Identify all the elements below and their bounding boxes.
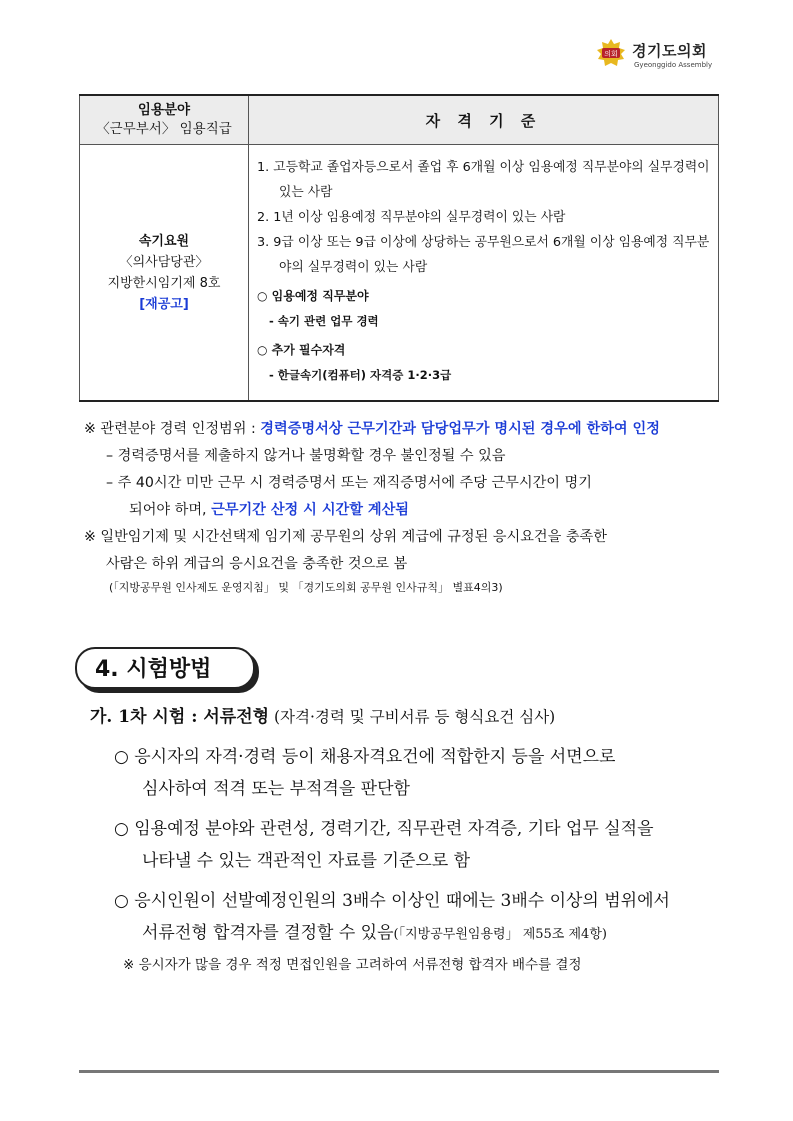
- paragraph-3-line2: [90, 917, 730, 951]
- exam-method-body: [90, 701, 730, 951]
- paragraph-3-line2-text: 서류전형 합격자를 결정할 수 있음: [142, 923, 394, 943]
- criteria-item-1: 1. 고등학교 졸업자등으로서 졸업 후 6개월 이상 임용예정 직무분야의 실무경력이 있는 사람: [257, 160, 710, 200]
- criteria-column-header: 자 격 기 준: [249, 95, 719, 145]
- criteria-item-3: 3. 9급 이상 또는 9급 이상에 상당하는 공무원으로서 6개월 이상 임용예정 직무분야의 실무경력이 있는 사람: [257, 235, 710, 275]
- col1-header-title: 임용분야: [137, 102, 191, 118]
- table-row: [80, 145, 719, 402]
- paragraph-3: [90, 885, 730, 951]
- paragraph-2-line2: 나타낼 수 있는 객관적인 자료를 기준으로 함: [142, 851, 471, 871]
- assembly-logo: [596, 36, 721, 76]
- note-career-scope-prefix: ※ 관련분야 경력 인정범위 :: [84, 421, 261, 437]
- table-header-row: [80, 95, 719, 145]
- criteria-cell: [249, 145, 719, 402]
- note-part-time-line1: – 주 40시간 미만 근무 시 경력증명서 또는 재직증명서에 주당 근무시간이 명기: [106, 475, 592, 491]
- note-certificate: – 경력증명서를 제출하지 않거나 불명확할 경우 불인정될 수 있음: [106, 448, 506, 464]
- note-career-scope-highlight: 경력증명서상 근무기간과 담당업무가 명시된 경우에 한하여 인정: [260, 421, 660, 437]
- notes-block: [84, 416, 724, 598]
- note-fixed-term-line2: 사람은 하위 계급의 응시요건을 충족한 것으로 봄: [106, 556, 408, 572]
- col1-header-subtitle: 〈근무부서〉 임용직급: [96, 121, 232, 137]
- job-field-item: - 속기 관련 업무 경력: [269, 314, 379, 328]
- first-exam-heading: [90, 701, 730, 733]
- logo-english-name: Gyeonggido Assembly: [634, 61, 713, 69]
- note-part-time-prefix: 되어야 하며,: [129, 502, 212, 518]
- section-title: 4. 시험방법: [95, 657, 212, 682]
- qualification-table: [79, 94, 719, 402]
- first-exam-heading-bold: 가. 1차 시험 : 서류전형: [90, 707, 270, 727]
- applicant-count-note: ※ 응시자가 많을 경우 적정 면접인원을 고려하여 서류전형 합격자 배수를 결정: [123, 957, 582, 973]
- extra-qualification-heading: ○ 추가 필수자격: [257, 343, 346, 357]
- assembly-seal-icon: [596, 38, 626, 68]
- paragraph-2: [90, 813, 730, 877]
- paragraph-2-line1: ○ 임용예정 분야와 관련성, 경력기간, 직무관련 자격증, 기타 업무 실적을: [114, 819, 654, 839]
- section-title-tab: [75, 647, 255, 689]
- seal-text: 의회: [604, 50, 618, 58]
- note-part-time-highlight: 근무기간 산정 시 시간할 계산됨: [211, 502, 409, 518]
- footer-divider: [79, 1070, 719, 1073]
- position-grade: 지방한시임기제 8호: [107, 275, 221, 291]
- note-fixed-term-line1: ※ 일반임기제 및 시간선택제 임기제 공무원의 상위 계급에 규정된 응시요건을 충족한: [84, 529, 607, 545]
- paragraph-1-line1: ○ 응시자의 자격·경력 등이 채용자격요건에 적합한지 등을 서면으로: [114, 747, 616, 767]
- position-title: 속기요원: [138, 233, 190, 249]
- first-exam-heading-detail: (자격·경력 및 구비서류 등 형식요건 심사): [269, 708, 556, 726]
- note-reference: (「지방공무원 인사제도 운영지침」 및 「경기도의회 공무원 인사규칙」 별표4의3): [109, 581, 503, 594]
- paragraph-3-line1: ○ 응시인원이 선발예정인원의 3배수 이상인 때에는 3배수 이상의 범위에서: [114, 891, 670, 911]
- repost-label: [재공고]: [139, 296, 189, 312]
- position-department: 〈의사담당관〉: [119, 254, 209, 270]
- paragraph-3-reference: (「지방공무원임용령」 제55조 제4항): [393, 927, 607, 942]
- position-cell: [80, 145, 249, 402]
- paragraph-1-line2: 심사하여 적격 또는 부적격을 판단함: [142, 779, 410, 799]
- note-career-scope: [84, 416, 724, 443]
- note-part-time-line2: [84, 497, 724, 524]
- logo-name: 경기도의회: [632, 42, 707, 60]
- extra-qualification-item: - 한글속기(컴퓨터) 자격증 1·2·3급: [269, 368, 452, 382]
- criteria-item-2: 2. 1년 이상 임용예정 직무분야의 실무경력이 있는 사람: [257, 210, 566, 225]
- paragraph-1: [90, 741, 730, 805]
- job-field-heading: ○ 임용예정 직무분야: [257, 289, 369, 303]
- position-column-header: [80, 95, 249, 145]
